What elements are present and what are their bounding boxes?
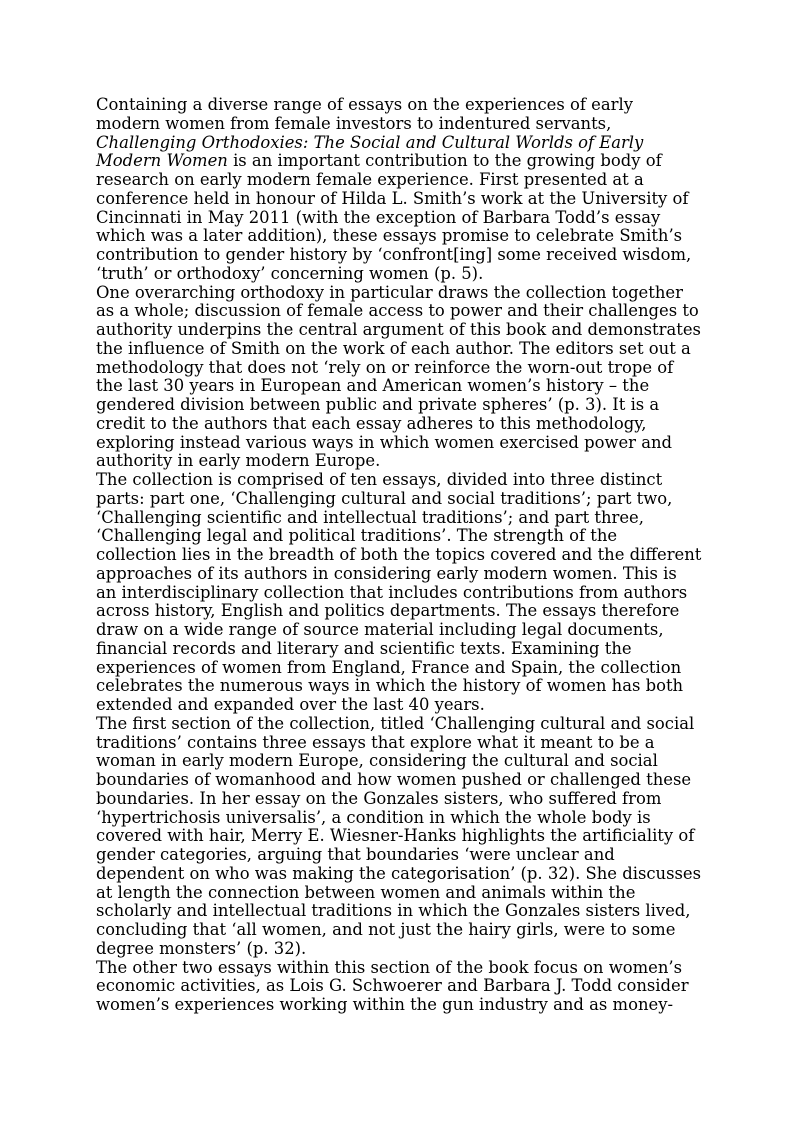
book-title: Challenging Orthodoxies: The Social and Cultural Worlds of Early Modern Women (96, 132, 644, 171)
paragraph-1 (96, 96, 702, 284)
paragraph-4: The first section of the collection, titled ‘Challenging cultural and social traditions’ contains three essays that explore what it meant to be a woman in early modern Europe, considering the cultural and social boundaries of womanhood and how women pushed or challenged these boundaries. In her essay on the Gonzales sisters, who suffered from ‘hypertrichosis universalis’, a condition in which the whole body is covered with hair, Merry E. Wiesner-Hanks highlights the artificiality of gender categories, arguing that boundaries ‘were unclear and dependent on who was making the categorisation’ (p. 32). She discusses at length the connection between women and animals within the scholarly and intellectual traditions in which the Gonzales sisters lived, concluding that ‘all women, and not just the hairy girls, were to some degree monsters’ (p. 32). (96, 713, 702, 958)
document-page (96, 96, 702, 1015)
paragraph-3: The collection is comprised of ten essays, divided into three distinct parts: part one, ‘Challenging cultural and social traditions’; part two, ‘Challenging scientific and intellectual traditions’; and part three, ‘Challenging legal and political traditions’. The strength of the collection lies in the breadth of both the topics covered and the different approaches of its authors in considering early modern women. This is an interdisciplinary collection that includes contributions from authors across history, English and politics departments. The essays therefore draw on a wide range of source material including legal documents, financial records and literary and scientific texts. Examining the experiences of women from England, France and Spain, the collection celebrates the numerous ways in which the history of women has both extended and expanded over the last 40 years. (96, 470, 702, 714)
paragraph-1-text-start: Containing a diverse range of essays on the experiences of early modern women from female investors to indentured servants, (96, 95, 633, 133)
paragraph-2: One overarching orthodoxy in particular draws the collection together as a whole; discussion of female access to power and their challenges to authority underpins the central argument of this book and demonstrates the influence of Smith on the work of each author. The editors set out a methodology that does not ‘rely on or reinforce the worn-out trope of the last 30 years in European and American women’s history – the gendered division between public and private spheres’ (p. 3). It is a credit to the authors that each essay adheres to this methodology, exploring instead various ways in which women exercised power and authority in early modern Europe. (96, 282, 701, 471)
paragraph-5: The other two essays within this section of the book focus on women’s economic activities, as Lois G. Schwoerer and Barbara J. Todd consider women’s experiences working within the gun industry and as money- (96, 957, 689, 1014)
paragraph-1-text-end: is an important contribution to the growing body of research on early modern female experience. First presented at a conference held in honour of Hilda L. Smith’s work at the University of Cincinnati in May 2011 (with the exception of Barbara Todd’s essay which was a later addition), these essays promise to celebrate Smith’s contribution to gender history by ‘confront[ing] some received wisdom, ‘truth’ or orthodoxy’ concerning women (p. 5). (96, 151, 692, 283)
